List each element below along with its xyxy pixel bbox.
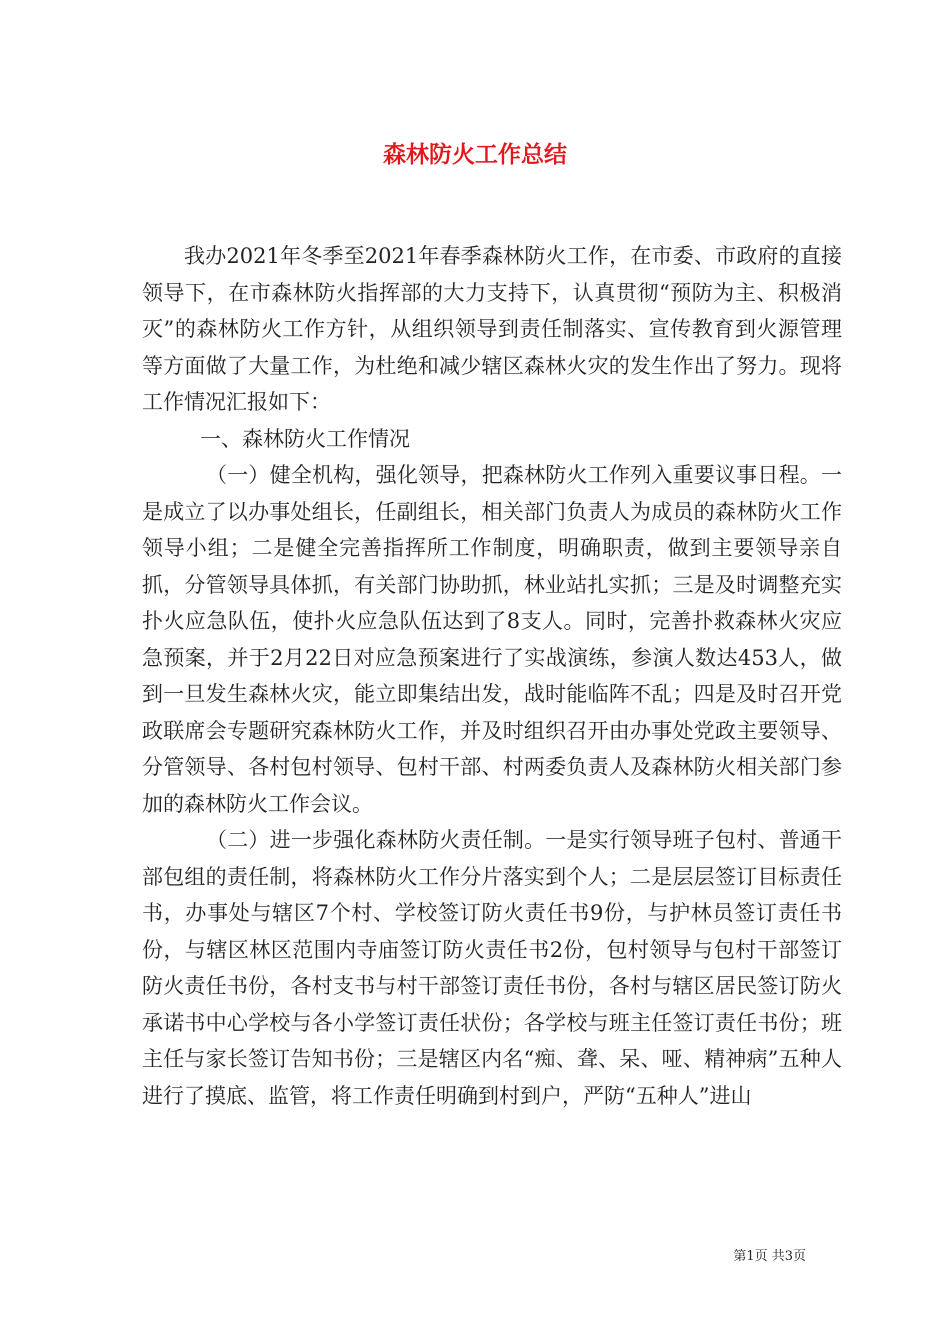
subsection-paragraph-2: （二）进一步强化森林防火责任制。一是实行领导班子包村、普通干部包组的责任制，将森林防火工作分片落实到个人；二是层层签订目标责任书，办事处与辖区7个村、学校签订防火责任书9份，与护林员签订责任书份，与辖区林区范围内寺庙签订防火责任书2份，包村领导与包村干部签订防火责任书份，各村支书与村干部签订责任书份，各村与辖区居民签订防火承诺书中心学校与各小学签订责任状份；各学校与班主任签订责任书份；班主任与家长签订告知书份；三是辖区内名“痴、聋、呆、哑、精神病”五种人进行了摸底、监管，将工作责任明确到村到户，严防“五种人”进山 [142, 828, 842, 1108]
section-heading: 一、森林防火工作情况 [200, 426, 410, 451]
document-title: 森林防火工作总结 [383, 141, 567, 168]
page-number-footer: 第1页 共3页 [733, 1249, 806, 1264]
document-body [142, 238, 842, 1114]
intro-paragraph: 我办2021年冬季至2021年春季森林防火工作，在市委、市政府的直接领导下，在市森林防火指挥部的大力支持下，认真贯彻“预防为主、积极消灭”的森林防火工作方针，从组织领导到责任制落实、宣传教育到火源管理等方面做了大量工作，为杜绝和减少辖区森林火灾的发生作出了努力。现将工作情况汇报如下： [142, 244, 842, 414]
subsection-paragraph-1: （一）健全机构，强化领导，把森林防火工作列入重要议事日程。一是成立了以办事处组长，任副组长，相关部门负责人为成员的森林防火工作领导小组；二是健全完善指挥所工作制度，明确职责，做到主要领导亲自抓，分管领导具体抓，有关部门协助抓，林业站扎实抓；三是及时调整充实扑火应急队伍，使扑火应急队伍达到了8支人。同时，完善扑救森林火灾应急预案，并于2月22日对应急预案进行了实战演练，参演人数达453人，做到一旦发生森林火灾，能立即集结出发，战时能临阵不乱；四是及时召开党政联席会专题研究森林防火工作，并及时组织召开由办事处党政主要领导、分管领导、各村包村领导、包村干部、村两委负责人及森林防火相关部门参加的森林防火工作会议。 [142, 463, 842, 816]
